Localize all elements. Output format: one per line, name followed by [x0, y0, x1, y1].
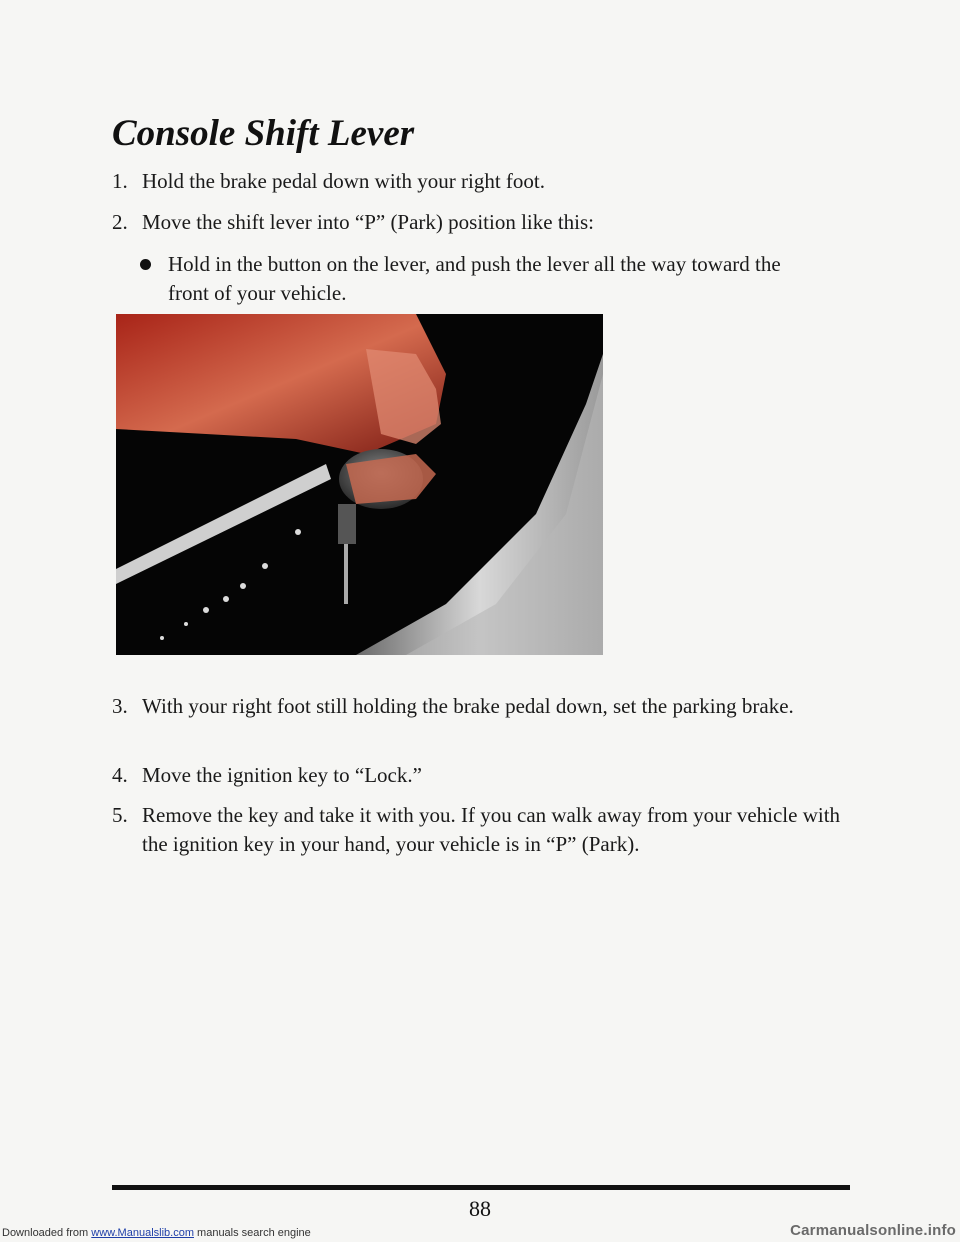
carmanuals-watermark: Carmanualsonline.info — [790, 1222, 956, 1239]
step-text: With your right foot still holding the brake pedal down, set the parking brake. — [142, 694, 794, 718]
step-text: Remove the key and take it with you. If you can walk away from your vehicle with the ignition key in your hand, your vehicle is in “P” (Park). — [142, 803, 841, 856]
bullet-dot-icon — [140, 259, 151, 270]
page-title: Console Shift Lever — [112, 113, 415, 154]
footer-rule — [112, 1185, 850, 1190]
manualslib-link[interactable]: www.Manualslib.com — [91, 1227, 194, 1239]
step-5 — [112, 801, 842, 859]
step-text: Hold the brake pedal down with your right foot. — [142, 169, 545, 193]
watermark-prefix: Downloaded from — [2, 1227, 92, 1239]
step-number: 2. — [112, 210, 128, 234]
step-number: 1. — [112, 169, 128, 193]
bullet-item — [140, 250, 820, 308]
bullet-text: Hold in the button on the lever, and push the lever all the way toward the front of your vehicle. — [168, 252, 781, 305]
step-number: 4. — [112, 763, 128, 787]
watermark-suffix: manuals search engine — [193, 1227, 311, 1239]
step-1 — [112, 167, 842, 196]
step-4 — [112, 761, 842, 790]
step-2 — [112, 208, 842, 237]
page-number: 88 — [469, 1196, 491, 1221]
step-number: 5. — [112, 803, 128, 827]
step-number: 3. — [112, 694, 128, 718]
shift-lever-illustration-icon — [116, 314, 603, 655]
shift-lever-photo — [116, 314, 603, 655]
step-text: Move the shift lever into “P” (Park) position like this: — [142, 210, 595, 234]
download-watermark — [2, 1227, 311, 1239]
step-3 — [112, 692, 842, 721]
step-text: Move the ignition key to “Lock.” — [142, 763, 422, 787]
